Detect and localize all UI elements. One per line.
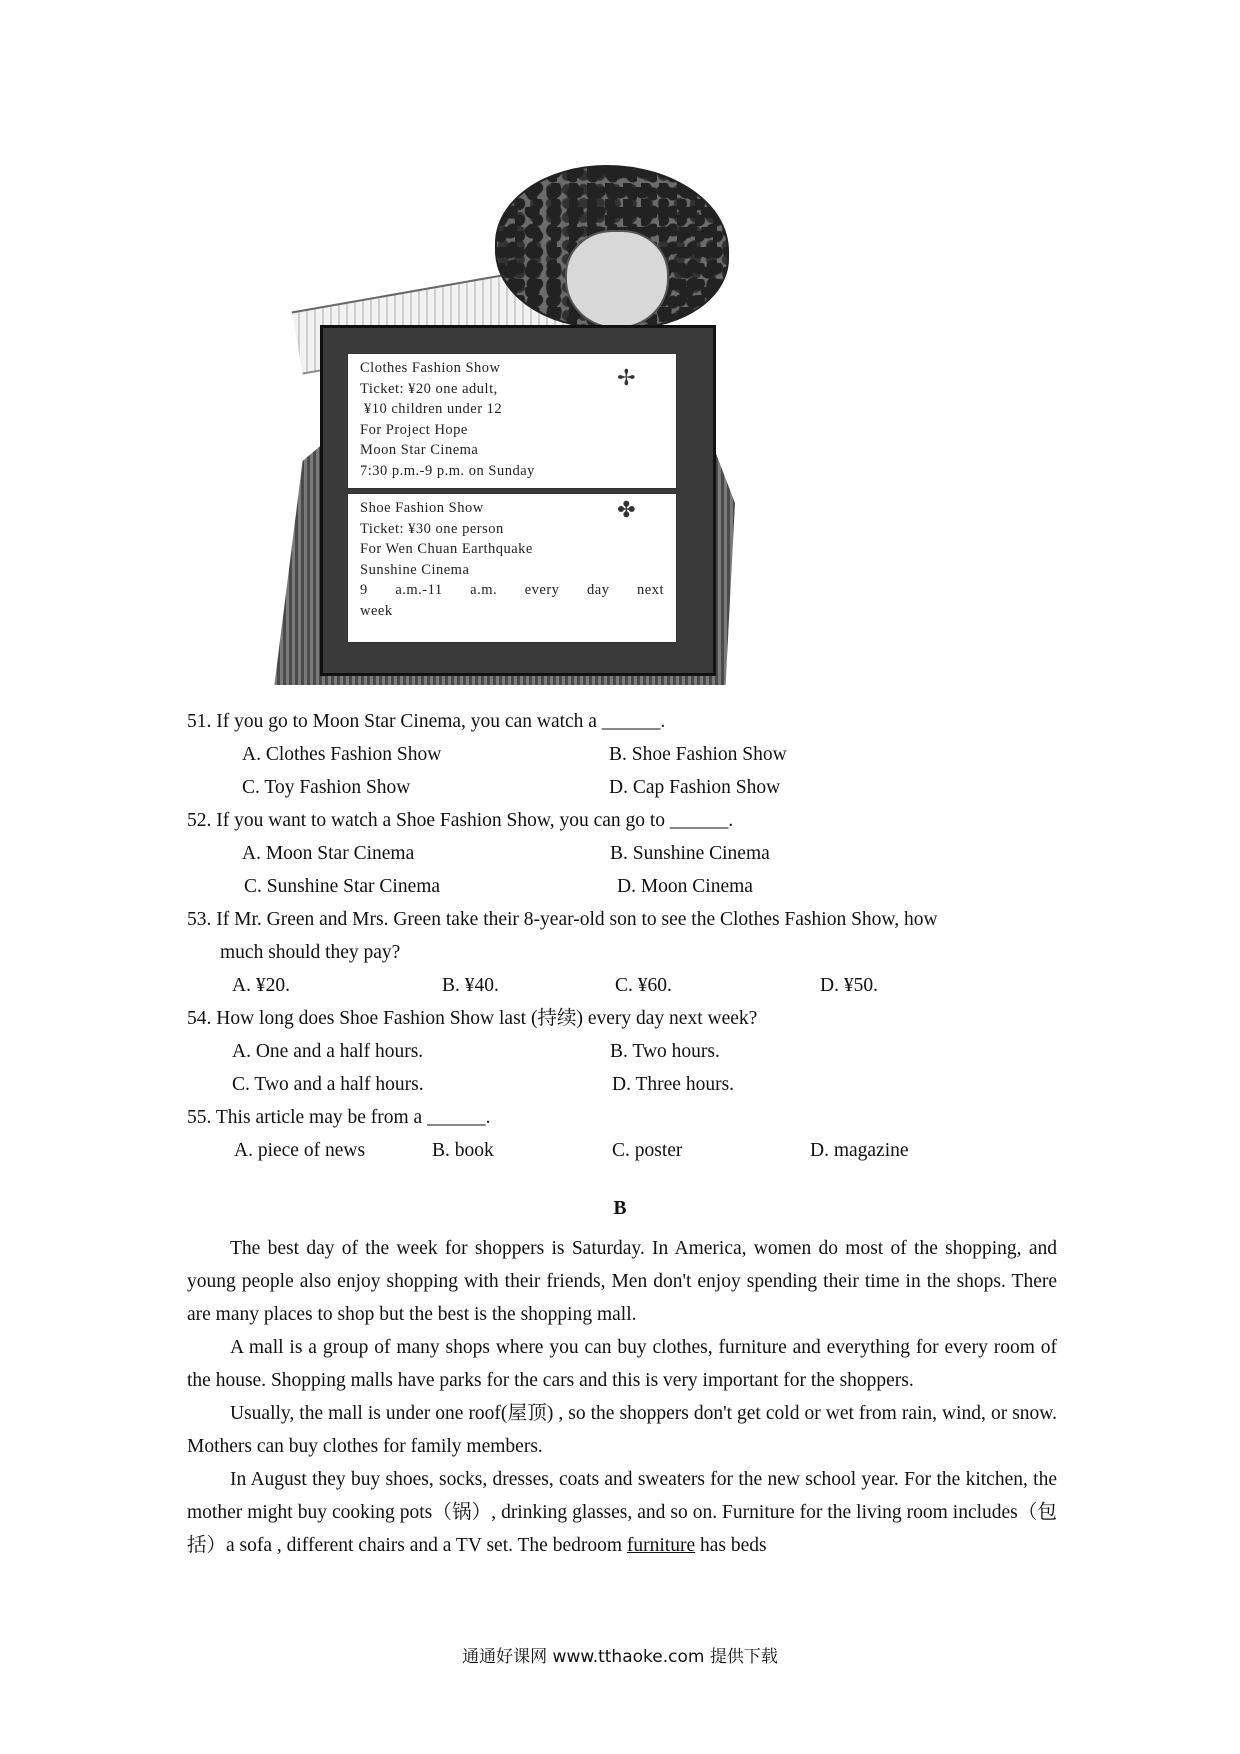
question-stem-cont: much should they pay? [220, 942, 401, 963]
questions-section [187, 705, 1057, 1167]
shoe-show-time-cont: week [360, 602, 393, 619]
question-52-options-row-2 [187, 870, 1057, 903]
option-c: C. Toy Fashion Show [242, 777, 411, 798]
option-d: D. Moon Cinema [617, 876, 753, 897]
question-55-options [187, 1134, 1057, 1167]
paragraph-1: The best day of the week for shoppers is Saturday. In America, women do most of the shopping, and young people also enjoy shopping with their friends, Men don't enjoy spending their time in the shops. There are many places to shop but the best is the shopping mall. [187, 1238, 1057, 1325]
option-a: A. One and a half hours. [232, 1041, 424, 1062]
option-c: C. Sunshine Star Cinema [244, 876, 441, 897]
section-b-title: B [613, 1198, 627, 1219]
option-b: B. Two hours. [610, 1041, 720, 1062]
shoe-show-time: 9 a.m.-11 a.m. every day next [360, 582, 664, 598]
question-51-options-row-2 [187, 771, 1057, 804]
question-stem: 54. How long does Shoe Fashion Show last (持续) every day next week? [187, 1008, 758, 1029]
clothes-show-time: 7:30 p.m.-9 p.m. on Sunday [360, 462, 535, 479]
clothes-show-cause: For Project Hope [360, 421, 468, 438]
option-b: B. book [432, 1140, 494, 1161]
poster-illustration [265, 155, 735, 685]
question-stem: 55. This article may be from a ______. [187, 1107, 491, 1128]
question-53-options [187, 969, 1057, 1002]
option-c: C. ¥60. [615, 975, 672, 996]
clothes-show-notice [347, 353, 677, 489]
clothes-show-ticket-children: ¥10 children under 12 [364, 401, 503, 417]
ink-mark-icon: ✤ [617, 497, 636, 522]
option-b: B. Sunshine Cinema [610, 843, 770, 864]
option-c: C. Two and a half hours. [232, 1074, 424, 1095]
option-c: C. poster [612, 1140, 683, 1161]
girl-face-illustration [565, 230, 669, 329]
option-b: B. ¥40. [442, 975, 499, 996]
paragraph-3: Usually, the mall is under one roof(屋顶) , so the shoppers don't get cold or wet from rain, wind, or snow. Mothers can buy clothes for family members. [187, 1403, 1057, 1457]
clothes-show-place: Moon Star Cinema [360, 442, 479, 458]
clothes-show-title: Clothes Fashion Show [360, 360, 501, 376]
question-53 [187, 903, 1057, 936]
question-52 [187, 804, 1057, 837]
paragraph-4-text: In August they buy shoes, socks, dresses, coats and sweaters for the new school year. For the kitchen, the mother might buy cooking pots（锅）, drinking glasses, and so on. Furniture for the living room includes（包括）a sofa , different chairs and a TV set. The bedroom [187, 1469, 1057, 1556]
ink-mark-icon: ✢ [617, 365, 636, 390]
option-a: A. Moon Star Cinema [242, 843, 415, 864]
question-51-options-row-1 [187, 738, 1057, 771]
option-a: A. piece of news [234, 1140, 366, 1161]
option-a: A. Clothes Fashion Show [242, 744, 442, 765]
underlined-word: furniture [626, 1535, 696, 1556]
option-d: D. magazine [810, 1140, 909, 1161]
section-b-passage [187, 1232, 1057, 1562]
question-stem: 53. If Mr. Green and Mrs. Green take their 8-year-old son to see the Clothes Fashion Show, how [187, 909, 938, 930]
option-d: D. Three hours. [612, 1074, 735, 1095]
shoe-show-place: Sunshine Cinema [360, 561, 470, 578]
shoe-show-notice [347, 493, 677, 643]
option-a: A. ¥20. [232, 975, 290, 996]
question-54-options-row-1 [187, 1035, 1057, 1068]
question-53-cont [187, 936, 1057, 969]
paragraph-4-end: has beds [695, 1535, 767, 1556]
question-51 [187, 705, 1057, 738]
option-d: D. ¥50. [820, 975, 878, 996]
paragraph-4 [187, 1463, 1057, 1562]
question-54 [187, 1002, 1057, 1035]
clothes-show-ticket-adult: Ticket: ¥20 one adult, [360, 380, 498, 397]
question-stem: 52. If you want to watch a Shoe Fashion Show, you can go to ______. [187, 810, 734, 831]
question-52-options-row-1 [187, 837, 1057, 870]
option-b: B. Shoe Fashion Show [609, 744, 787, 765]
shoe-show-title: Shoe Fashion Show [360, 500, 484, 516]
page-footer: 通通好课网 www.tthaoke.com 提供下载 [462, 1647, 778, 1667]
question-stem: 51. If you go to Moon Star Cinema, you can watch a ______. [187, 711, 666, 732]
question-55 [187, 1101, 1057, 1134]
question-54-options-row-2 [187, 1068, 1057, 1101]
paragraph-2: A mall is a group of many shops where you can buy clothes, furniture and everything for every room of the house. Shopping malls have parks for the cars and this is very important for the shoppers. [187, 1337, 1057, 1391]
option-d: D. Cap Fashion Show [609, 777, 781, 798]
shoe-show-cause: For Wen Chuan Earthquake [360, 541, 533, 557]
shoe-show-ticket: Ticket: ¥30 one person [360, 520, 504, 537]
